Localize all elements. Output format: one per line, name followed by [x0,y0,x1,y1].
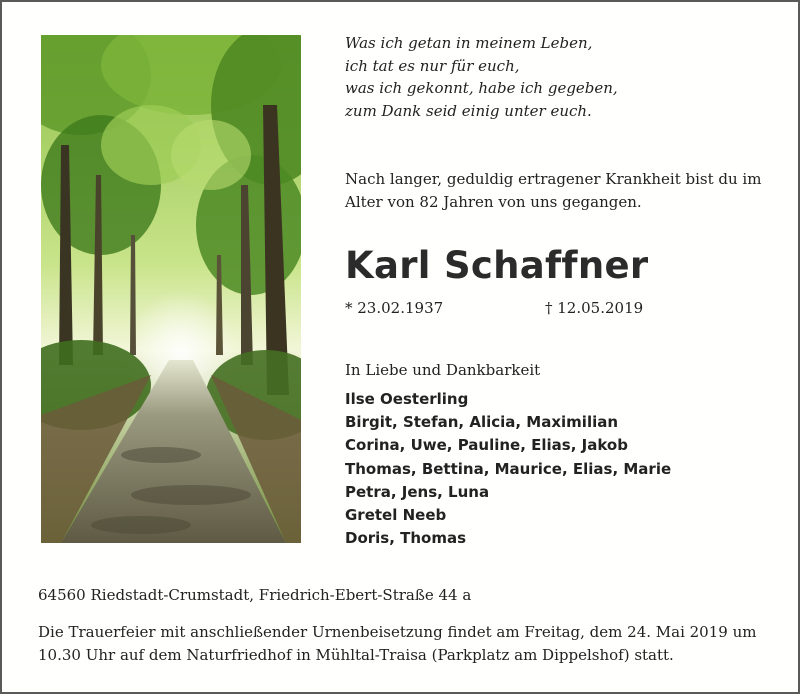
mourners-heading: In Liebe und Dankbarkeit [345,361,541,379]
mourner-line: Doris, Thomas [345,529,467,548]
mourner-line: Ilse Oesterling [345,390,469,408]
ceremony-line: 10.30 Uhr auf dem Naturfriedhof in Mühltal-Traisa (Parkplatz am Dippelshof) statt. [38,646,674,664]
birth-date: * 23.02.1937 [345,299,444,317]
mourner-line: Petra, Jens, Luna [345,482,490,501]
mourner-line: Thomas, Bettina, Maurice, Elias, Marie [345,459,672,478]
deceased-name: Karl Schaffner [345,244,649,287]
intro-text [345,168,775,214]
poem-line: was ich gekonnt, habe ich gegeben, [345,79,618,97]
death-date: † 12.05.2019 [545,299,644,317]
forest-path-photo [41,35,301,543]
poem-line: ich tat es nur für euch, [345,56,520,75]
mourner-line: Corina, Uwe, Pauline, Elias, Jakob [345,436,628,455]
mourners-list [345,388,671,550]
address: 64560 Riedstadt-Crumstadt, Friedrich-Ebert-Straße 44 a [38,586,472,604]
ceremony-line: Die Trauerfeier mit anschließender Urnenbeisetzung findet am Freitag, dem 24. Mai 2019 um [38,623,757,641]
poem-line: zum Dank seid einig unter euch. [345,101,592,120]
mourner-line: Birgit, Stefan, Alicia, Maximilian [345,413,619,432]
mourner-line: Gretel Neeb [345,506,447,525]
poem [345,32,618,122]
intro-line: Alter von 82 Jahren von uns gegangen. [345,193,642,211]
poem-line: Was ich getan in meinem Leben, [345,34,593,52]
intro-line: Nach langer, geduldig ertragener Krankheit bist du im [345,170,762,188]
ceremony-notice [38,621,768,667]
